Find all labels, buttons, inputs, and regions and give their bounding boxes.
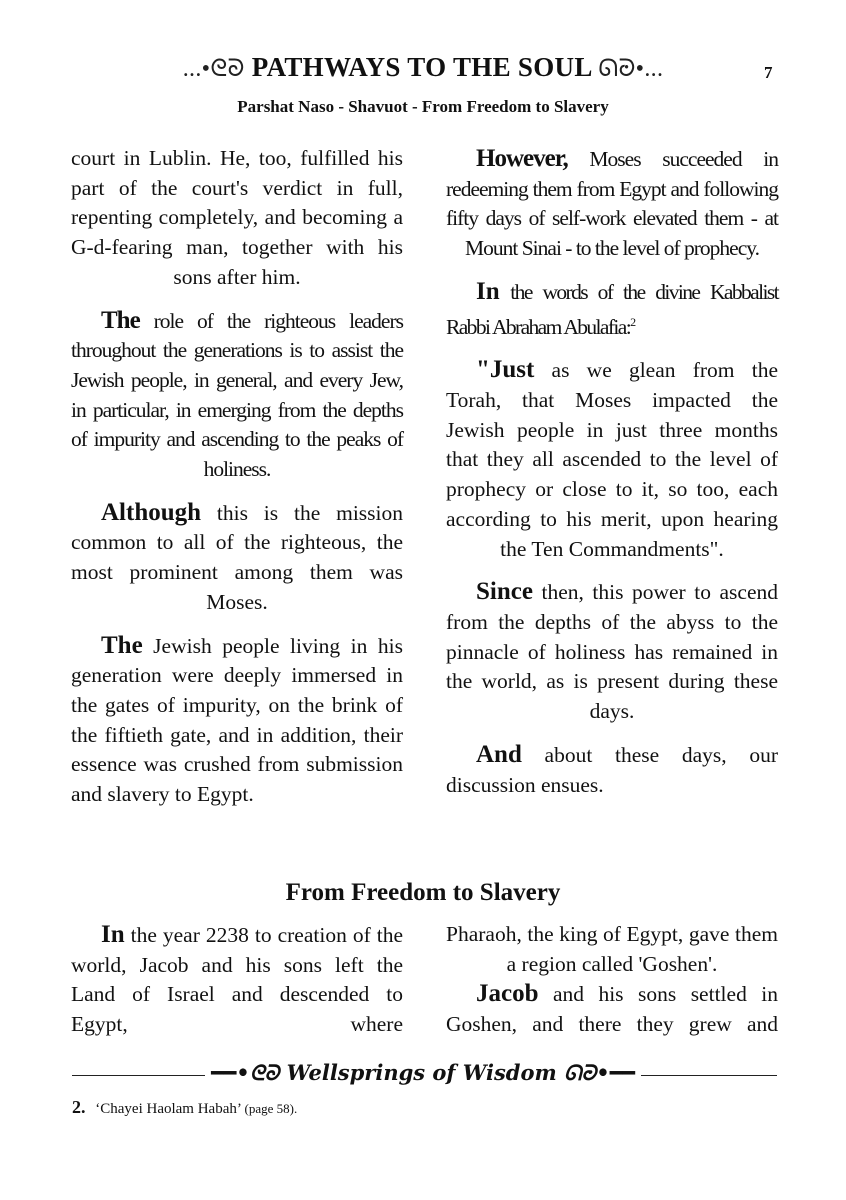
paragraph: The role of the righteous leaders throughout the generations is to assist the Jewish people, in general, and every Jew, in particular, in emerging from the depths of impurity and ascending to the peaks of holiness. <box>71 306 403 482</box>
right-column <box>446 144 778 813</box>
footer-ornament-left-icon: ━━•ᘓᘐ <box>211 1060 280 1085</box>
ornament-left-icon: ...•ᘓᘐ <box>182 56 245 82</box>
footnote-number: 2. <box>72 1097 86 1117</box>
paragraph: Jacob and his sons settled in Goshen, and there they grew and <box>446 980 778 1037</box>
page-number: 7 <box>764 63 773 82</box>
section-right-column <box>446 920 778 1040</box>
paragraph: Pharaoh, the king of Egypt, gave them a region called 'Goshen'. <box>446 922 778 976</box>
chapter-subtitle: Parshat Naso - Shavuot - From Freedom to Slavery <box>237 97 609 116</box>
section-left-column <box>71 920 403 1040</box>
paragraph: Although this is the mission common to all of the righteous, the most prominent among them was Moses. <box>71 498 403 614</box>
paragraph: However, Moses succeeded in redeeming them from Egypt and following fifty days of self-work elevated them - at Mount Sinai - to the level of prophecy. <box>446 145 778 261</box>
paragraph: In the words of the divine Kabbalist Rabbi Abraham Abulafia:$^2$ <box>446 277 778 339</box>
section-heading: From Freedom to Slavery <box>285 879 561 906</box>
paragraph: Since then, this power to ascend from the depths of the abyss to the pinnacle of holiness has remained in the world, as is present during these days. <box>446 578 778 724</box>
footer-ornament-right-icon: ᘏᘒ•━━ <box>564 1060 635 1085</box>
left-column <box>71 144 403 823</box>
footnote-text: ‘Chayei Haolam Habah’ <box>95 1101 241 1117</box>
ornament-right-icon: ᘏᘒ•... <box>598 56 664 82</box>
footnote-page: (page 58). <box>244 1101 298 1116</box>
footer-brand-text: Wellsprings of Wisdom <box>286 1060 557 1085</box>
footnote <box>72 1097 297 1118</box>
footnote-ref[interactable]: 2 <box>630 314 637 329</box>
running-header <box>0 52 846 83</box>
paragraph: The Jewish people living in his generation were deeply immersed in the gates of impurity, on the brink of the fiftieth gate, and in addition, their essence was crushed from submission and slavery to Egypt. <box>71 631 403 807</box>
paragraph: In the year 2238 to creation of the world, Jacob and his sons left the Land of Israel and descended to Egypt, where <box>71 921 403 1037</box>
paragraph: "Just as we glean from the Torah, that Moses impacted the Jewish people in just three months that they all ascended to the level of prophecy or close to it, so too, each according to his merit, upon hearing the Ten Commandments". <box>446 356 778 561</box>
paragraph: court in Lublin. He, too, fulfilled his part of the court's verdict in full, repenting completely, and becoming a G-d-fearing man, together with his sons after him. <box>71 146 403 289</box>
book-title: PATHWAYS TO THE SOUL <box>251 52 592 82</box>
footer-brand <box>0 1060 846 1086</box>
paragraph: And about these days, our discussion ensues. <box>446 740 778 797</box>
